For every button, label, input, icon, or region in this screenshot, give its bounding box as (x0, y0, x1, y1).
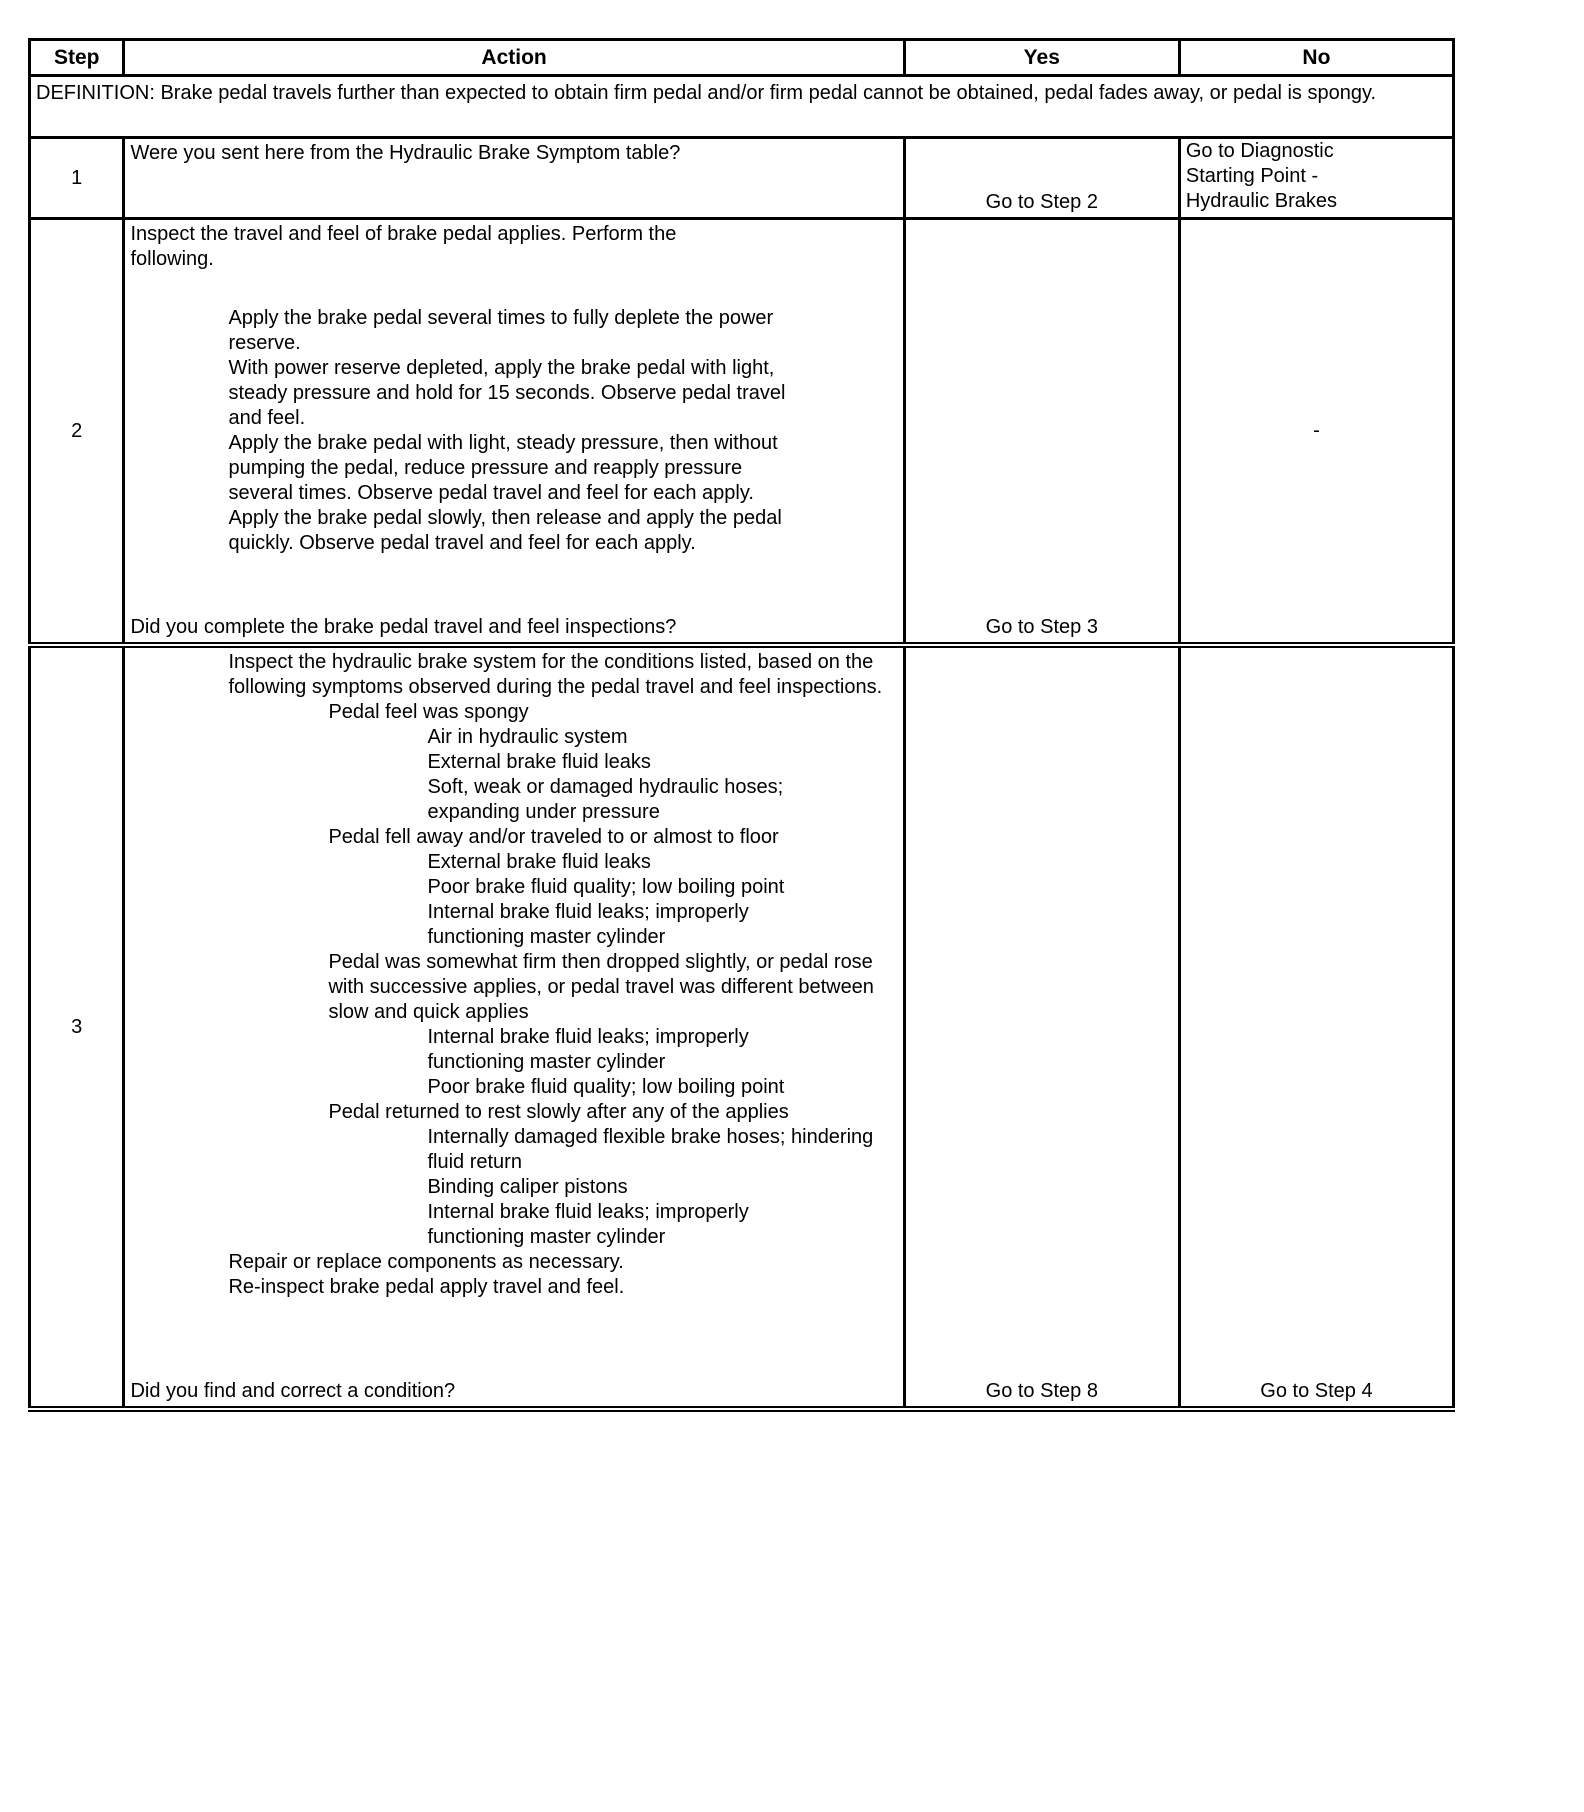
header-step: Step (30, 40, 124, 76)
step-question: Did you complete the brake pedal travel and feel inspections? (130, 616, 677, 638)
no-link[interactable]: Go to Diagnostic Starting Point - Hydraulic Brakes (1185, 140, 1338, 212)
step-intro: Inspect the hydraulic brake system for the conditions listed, based on the following symptoms observed during the pedal travel and feel inspections. (228, 651, 883, 698)
yes-cell (904, 645, 1179, 1409)
header-yes: Yes (904, 40, 1179, 76)
table-row (30, 645, 1454, 1409)
step-item: Apply the brake pedal slowly, then release and apply the pedal quickly. Observe pedal travel and feel for each apply. (228, 507, 782, 554)
cause: Poor brake fluid quality; low boiling point (427, 876, 785, 898)
step-question: Did you find and correct a condition? (130, 1380, 456, 1402)
step-items (130, 306, 788, 556)
yes-cell (904, 138, 1179, 219)
yes-link[interactable]: Go to Step 2 (985, 191, 1098, 213)
diagnostic-table (28, 38, 1455, 1412)
cause: Internal brake fluid leaks; improperly functioning master cylinder (427, 1026, 749, 1073)
definition-row (30, 76, 1454, 138)
follow-up-block (130, 1250, 888, 1300)
header-no: No (1179, 40, 1453, 76)
follow-up: Re-inspect brake pedal apply travel and feel. (228, 1276, 625, 1298)
step-item: Apply the brake pedal with light, steady pressure, then without pumping the pedal, reduce pressure and reapply pressure several times. Observe pedal travel and feel for each apply. (228, 432, 778, 504)
no-cell (1179, 645, 1453, 1409)
yes-link[interactable]: Go to Step 8 (985, 1380, 1098, 1402)
action-cell (124, 219, 904, 646)
cause-list (328, 1125, 877, 1250)
cause-list (328, 850, 877, 950)
cause: External brake fluid leaks (427, 751, 651, 773)
step-item: With power reserve depleted, apply the brake pedal with light, steady pressure and hold for 15 seconds. Observe pedal travel and feel. (228, 357, 786, 429)
no-cell (1179, 219, 1453, 646)
step-number: 3 (30, 645, 124, 1409)
definition-text: DEFINITION: Brake pedal travels further than expected to obtain firm pedal and/or firm pedal cannot be obtained, pedal fades away, or pedal is spongy. (30, 76, 1454, 138)
symptom: Pedal was somewhat firm then dropped slightly, or pedal rose with successive applies, or pedal travel was different between slow and quick applies (328, 951, 874, 1023)
cause: Internally damaged flexible brake hoses; hindering fluid return (427, 1126, 874, 1173)
symptom-block (130, 1100, 874, 1250)
step-question: Were you sent here from the Hydraulic Brake Symptom table? (130, 142, 681, 164)
symptom-block (130, 700, 888, 825)
cause: Internal brake fluid leaks; improperly functioning master cylinder (427, 901, 749, 948)
step-number: 2 (30, 219, 124, 646)
yes-link[interactable]: Go to Step 3 (985, 616, 1098, 638)
cause: External brake fluid leaks (427, 851, 651, 873)
follow-up: Repair or replace components as necessary. (228, 1251, 624, 1273)
cause: Internal brake fluid leaks; improperly functioning master cylinder (427, 1201, 749, 1248)
step-item: Apply the brake pedal several times to fully deplete the power reserve. (228, 307, 774, 354)
symptom-block (130, 825, 893, 950)
step-number: 1 (30, 138, 124, 219)
symptom-block (130, 950, 888, 1100)
cause: Poor brake fluid quality; low boiling point (427, 1076, 785, 1098)
no-link: - (1313, 419, 1320, 442)
action-cell (124, 645, 904, 1409)
action-cell (124, 138, 904, 219)
header-row (30, 40, 1454, 76)
no-link[interactable]: Go to Step 4 (1260, 1380, 1373, 1402)
table-row (30, 138, 1454, 219)
cause-list (328, 725, 877, 825)
step-intro-block (130, 650, 888, 700)
cause: Air in hydraulic system (427, 726, 628, 748)
cause: Soft, weak or damaged hydraulic hoses; expanding under pressure (427, 776, 784, 823)
table-row (30, 219, 1454, 646)
symptom: Pedal fell away and/or traveled to or almost to floor (328, 826, 779, 848)
cause: Binding caliper pistons (427, 1176, 628, 1198)
cause-list (328, 1025, 877, 1100)
symptom: Pedal returned to rest slowly after any of the applies (328, 1101, 789, 1123)
symptom: Pedal feel was spongy (328, 701, 529, 723)
header-action: Action (124, 40, 904, 76)
step-intro: Inspect the travel and feel of brake pedal applies. Perform the following. (130, 223, 677, 270)
no-cell (1179, 138, 1453, 219)
yes-cell (904, 219, 1179, 646)
